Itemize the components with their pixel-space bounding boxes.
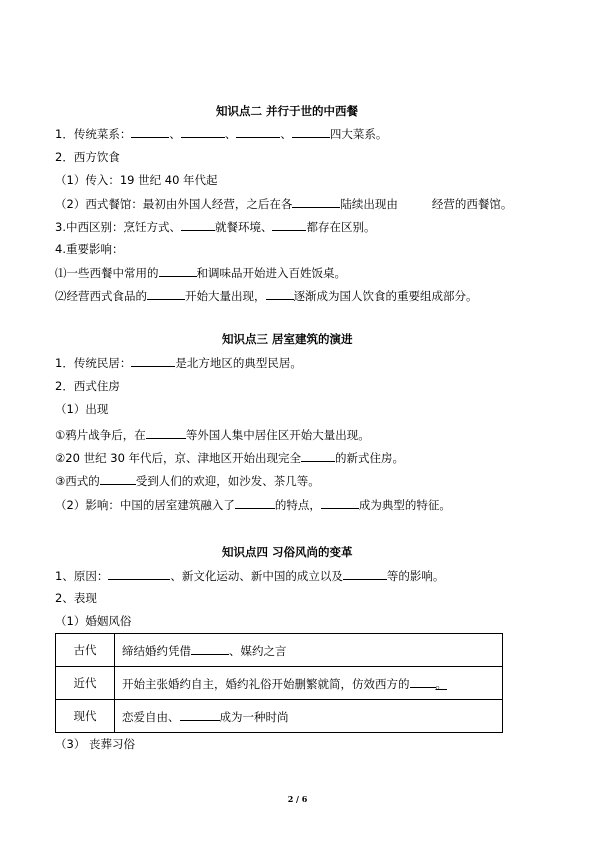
cell-text: 成为一种时尚: [219, 709, 289, 724]
line-text: ③西式的: [55, 474, 100, 488]
fill-blank[interactable]: [146, 426, 186, 439]
line-text: 3.中西区别：烹饪方式、: [55, 220, 181, 234]
line-text: ⑴一些西餐中常用的: [55, 266, 159, 280]
line-text: （2）西式餐馆：最初由外国人经营，之后在各: [55, 197, 293, 211]
fill-blank[interactable]: [266, 287, 294, 300]
section-heading-4: 知识点四 习俗风尚的变革: [222, 545, 353, 559]
line-text: 、: [169, 127, 181, 141]
question-line: （1）传入：19 世纪 40 年代起: [55, 173, 218, 187]
fill-blank[interactable]: [131, 125, 169, 138]
question-line: 2．西式住房: [55, 379, 120, 393]
question-line: （1）出现: [55, 402, 109, 416]
question-line: [55, 567, 444, 584]
question-line: 2．西方饮食: [55, 150, 120, 164]
question-line: [55, 195, 512, 212]
question-line: [55, 426, 370, 443]
line-text: 受到人们的欢迎，如沙发、茶几等。: [135, 474, 320, 488]
line-text: 开始大量出现，: [185, 289, 266, 303]
fill-blank[interactable]: [191, 642, 229, 655]
line-text: ⑵经营西式食品的: [55, 289, 147, 303]
line-text: 逐渐成为国人饮食的重要组成部分。: [293, 289, 478, 303]
section-heading-2: 知识点二 并行于世的中西餐: [216, 104, 359, 118]
line-text: 、新文化运动、新中国的成立以及: [170, 569, 343, 583]
question-line: [55, 125, 387, 142]
era-cell: 现代: [56, 700, 115, 733]
era-cell: 近代: [56, 667, 115, 700]
fill-blank[interactable]: [292, 125, 330, 138]
question-line: 2、表现: [55, 591, 97, 605]
description-cell: [115, 667, 503, 700]
question-line: [55, 287, 478, 304]
cell-text: 、媒约之言: [229, 643, 287, 658]
table-row: [56, 667, 503, 700]
line-text: 等的影响。: [386, 569, 445, 583]
fill-blank[interactable]: [100, 472, 136, 485]
line-text: 经营的西餐馆。: [431, 197, 513, 211]
line-text: 1．传统民居：: [55, 356, 132, 370]
line-text: ①鸦片战争后，在: [55, 428, 146, 442]
fill-blank[interactable]: [108, 567, 170, 580]
fill-blank[interactable]: [272, 218, 306, 231]
cell-text: 恋爱自由、: [122, 709, 180, 724]
fill-blank[interactable]: [181, 125, 225, 138]
line-text: （2）影响：中国的居室建筑融入了: [55, 498, 235, 512]
page-number: 2 / 6: [287, 794, 308, 804]
fill-blank[interactable]: [180, 708, 220, 721]
question-line: （3） 丧葬习俗: [55, 737, 135, 751]
cell-text: 缔结婚约凭借: [122, 643, 191, 658]
fill-blank[interactable]: [159, 264, 197, 277]
cell-text: 开始主张婚约自主，婚约礼俗开始删繁就简，仿效西方的: [122, 676, 410, 691]
fill-blank[interactable]: [235, 496, 275, 509]
line-text: 1、原因：: [55, 569, 109, 583]
line-text: 、: [224, 127, 237, 141]
line-text: 成为典型的特征。: [358, 498, 451, 512]
line-text: 陆续出现由: [340, 197, 398, 211]
fill-blank[interactable]: [236, 125, 280, 138]
question-line: 4.重要影响：: [55, 242, 124, 256]
fill-blank[interactable]: [410, 675, 436, 688]
era-cell: 古代: [56, 634, 115, 667]
fill-blank[interactable]: [147, 287, 185, 300]
question-line: （1）婚姻风俗: [55, 614, 132, 628]
fill-blank[interactable]: [343, 567, 387, 580]
fill-blank[interactable]: [321, 496, 359, 509]
marriage-customs-table: [55, 633, 503, 733]
question-line: [55, 218, 375, 235]
line-text: ②20 世纪 30 年代后，京、津地区开始出现完全: [55, 451, 302, 465]
cell-text: 。: [435, 676, 447, 691]
question-line: [55, 496, 451, 513]
line-text: 的新式住房。: [335, 451, 405, 465]
section-heading-3: 知识点三 居室建筑的演进: [222, 332, 353, 346]
fill-blank[interactable]: [131, 354, 175, 367]
line-text: 等外国人集中居住区开始大量出现。: [185, 428, 370, 442]
fill-blank[interactable]: [292, 195, 340, 208]
question-line: [55, 472, 320, 489]
line-text: 四大菜系。: [329, 127, 388, 141]
line-text: 1．传统菜系：: [55, 127, 132, 141]
line-text: 的特点，: [274, 498, 321, 512]
question-line: [55, 354, 302, 371]
description-cell: [115, 634, 503, 667]
fill-blank[interactable]: [301, 449, 335, 462]
line-text: 、: [280, 127, 292, 141]
line-text: 都存在区别。: [306, 220, 376, 234]
question-line: [55, 449, 404, 466]
fill-blank[interactable]: [181, 218, 215, 231]
table-row: [56, 634, 503, 667]
line-text: 和调味品开始进入百姓饭桌。: [196, 266, 346, 280]
table-row: [56, 700, 503, 733]
question-line: [55, 264, 346, 281]
line-text: 是北方地区的典型民居。: [175, 356, 302, 370]
description-cell: [115, 700, 503, 733]
line-text: 就餐环境、: [214, 220, 273, 234]
